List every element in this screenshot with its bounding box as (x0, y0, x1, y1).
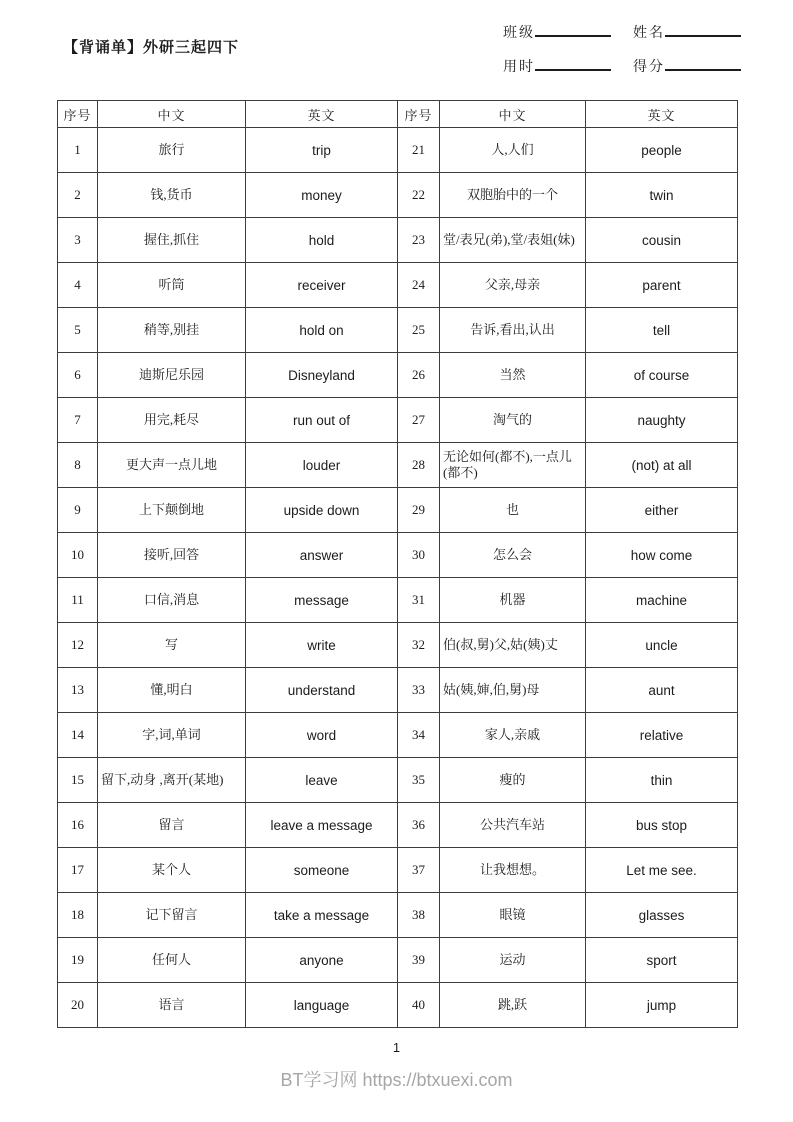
table-cell-number: 24 (398, 263, 440, 308)
field-class-label: 班级 (503, 26, 535, 41)
table-cell-chinese: 公共汽车站 (440, 803, 586, 848)
table-cell-english: how come (586, 533, 738, 578)
table-cell-english: leave (246, 758, 398, 803)
table-cell-number: 28 (398, 443, 440, 488)
table-cell-chinese: 写 (98, 623, 246, 668)
table-cell-number: 32 (398, 623, 440, 668)
table-cell-english: run out of (246, 398, 398, 443)
table-cell-chinese: 旅行 (98, 128, 246, 173)
table-cell-english: thin (586, 758, 738, 803)
table-cell-number: 1 (58, 128, 98, 173)
column-header-cn: 中文 (98, 101, 246, 128)
table-row (58, 893, 738, 938)
column-header-no: 序号 (58, 101, 98, 128)
table-row (58, 128, 738, 173)
table-row (58, 398, 738, 443)
table-cell-number: 17 (58, 848, 98, 893)
field-score (633, 56, 741, 76)
column-header-cn: 中文 (440, 101, 586, 128)
info-fields (503, 22, 741, 76)
table-cell-number: 40 (398, 983, 440, 1028)
table-cell-number: 21 (398, 128, 440, 173)
table-cell-english: answer (246, 533, 398, 578)
table-cell-english: machine (586, 578, 738, 623)
table-row (58, 668, 738, 713)
table-cell-chinese: 记下留言 (98, 893, 246, 938)
table-cell-number: 25 (398, 308, 440, 353)
table-cell-number: 2 (58, 173, 98, 218)
table-row (58, 353, 738, 398)
table-cell-chinese: 瘦的 (440, 758, 586, 803)
table-cell-number: 13 (58, 668, 98, 713)
table-cell-number: 37 (398, 848, 440, 893)
table-cell-chinese: 听筒 (98, 263, 246, 308)
table-cell-chinese: 口信,消息 (98, 578, 246, 623)
table-cell-chinese: 双胞胎中的一个 (440, 173, 586, 218)
table-cell-chinese: 钱,货币 (98, 173, 246, 218)
table-row (58, 443, 738, 488)
field-name-label: 姓名 (633, 26, 665, 41)
table-cell-number: 9 (58, 488, 98, 533)
table-cell-english: someone (246, 848, 398, 893)
table-cell-chinese: 懂,明白 (98, 668, 246, 713)
table-row (58, 578, 738, 623)
table-cell-number: 3 (58, 218, 98, 263)
table-cell-english: either (586, 488, 738, 533)
table-cell-english: sport (586, 938, 738, 983)
table-cell-chinese: 迪斯尼乐园 (98, 353, 246, 398)
table-cell-chinese: 怎么会 (440, 533, 586, 578)
table-cell-english: uncle (586, 623, 738, 668)
table-cell-english: parent (586, 263, 738, 308)
table-row (58, 623, 738, 668)
table-cell-number: 5 (58, 308, 98, 353)
table-cell-chinese: 机器 (440, 578, 586, 623)
table-cell-chinese: 无论如何(都不),一点儿(都不) (440, 443, 586, 488)
watermark-link[interactable]: BT学习网 https://btxuexi.com (280, 1070, 513, 1090)
column-header-en: 英文 (586, 101, 738, 128)
table-cell-english: twin (586, 173, 738, 218)
table-cell-number: 34 (398, 713, 440, 758)
table-cell-number: 11 (58, 578, 98, 623)
table-cell-number: 23 (398, 218, 440, 263)
table-cell-english: hold (246, 218, 398, 263)
table-cell-number: 4 (58, 263, 98, 308)
table-cell-chinese: 握住,抓住 (98, 218, 246, 263)
table-cell-number: 31 (398, 578, 440, 623)
table-cell-number: 27 (398, 398, 440, 443)
table-cell-chinese: 淘气的 (440, 398, 586, 443)
table-cell-english: aunt (586, 668, 738, 713)
table-cell-chinese: 父亲,母亲 (440, 263, 586, 308)
table-row (58, 308, 738, 353)
table-cell-number: 18 (58, 893, 98, 938)
table-cell-number: 6 (58, 353, 98, 398)
table-cell-chinese: 字,词,单词 (98, 713, 246, 758)
table-cell-number: 15 (58, 758, 98, 803)
table-cell-english: receiver (246, 263, 398, 308)
table-cell-english: people (586, 128, 738, 173)
table-cell-number: 38 (398, 893, 440, 938)
table-cell-english: trip (246, 128, 398, 173)
vocabulary-table (57, 100, 738, 1028)
table-cell-english: hold on (246, 308, 398, 353)
table-cell-english: naughty (586, 398, 738, 443)
table-cell-english: upside down (246, 488, 398, 533)
table-cell-chinese: 家人,亲戚 (440, 713, 586, 758)
table-cell-chinese: 语言 (98, 983, 246, 1028)
table-cell-english: language (246, 983, 398, 1028)
table-cell-chinese: 用完,耗尽 (98, 398, 246, 443)
table-cell-number: 20 (58, 983, 98, 1028)
table-cell-chinese: 让我想想。 (440, 848, 586, 893)
table-cell-chinese: 伯(叔,舅)父,姑(姨)丈 (440, 623, 586, 668)
table-cell-english: leave a message (246, 803, 398, 848)
blank-line (535, 56, 611, 71)
field-time-label: 用时 (503, 60, 535, 75)
table-cell-chinese: 某个人 (98, 848, 246, 893)
table-cell-english: write (246, 623, 398, 668)
table-cell-chinese: 告诉,看出,认出 (440, 308, 586, 353)
table-cell-english: jump (586, 983, 738, 1028)
table-row (58, 218, 738, 263)
field-class (503, 22, 611, 42)
table-cell-english: word (246, 713, 398, 758)
table-cell-chinese: 当然 (440, 353, 586, 398)
table-cell-number: 29 (398, 488, 440, 533)
table-cell-english: bus stop (586, 803, 738, 848)
page-number: 1 (392, 1040, 401, 1055)
table-cell-number: 36 (398, 803, 440, 848)
table-cell-number: 12 (58, 623, 98, 668)
table-cell-english: Let me see. (586, 848, 738, 893)
table-cell-number: 22 (398, 173, 440, 218)
column-header-en: 英文 (246, 101, 398, 128)
table-cell-chinese: 姑(姨,婶,伯,舅)母 (440, 668, 586, 713)
column-header-no: 序号 (398, 101, 440, 128)
table-cell-chinese: 上下颠倒地 (98, 488, 246, 533)
table-row (58, 173, 738, 218)
table-row (58, 713, 738, 758)
table-cell-english: of course (586, 353, 738, 398)
table-cell-english: money (246, 173, 398, 218)
table-cell-chinese: 留下,动身 ,离开(某地) (98, 758, 246, 803)
table-cell-chinese: 运动 (440, 938, 586, 983)
table-row (58, 533, 738, 578)
table-header-row (58, 101, 738, 128)
table-cell-english: glasses (586, 893, 738, 938)
table-cell-english: relative (586, 713, 738, 758)
table-cell-chinese: 堂/表兄(弟),堂/表姐(妹) (440, 218, 586, 263)
table-cell-chinese: 留言 (98, 803, 246, 848)
table-cell-chinese: 任何人 (98, 938, 246, 983)
table-cell-chinese: 接听,回答 (98, 533, 246, 578)
table-cell-chinese: 跳,跃 (440, 983, 586, 1028)
table-cell-number: 30 (398, 533, 440, 578)
table-cell-number: 7 (58, 398, 98, 443)
table-cell-number: 14 (58, 713, 98, 758)
table-cell-chinese: 稍等,别挂 (98, 308, 246, 353)
table-cell-chinese: 人,人们 (440, 128, 586, 173)
table-cell-chinese: 眼镜 (440, 893, 586, 938)
page-title: 【背诵单】外研三起四下 (63, 40, 240, 56)
table-row (58, 803, 738, 848)
table-cell-english: tell (586, 308, 738, 353)
table-row (58, 758, 738, 803)
table-cell-number: 16 (58, 803, 98, 848)
table-row (58, 983, 738, 1028)
document-header (63, 22, 741, 76)
blank-line (665, 56, 741, 71)
table-cell-number: 10 (58, 533, 98, 578)
field-time (503, 56, 611, 76)
field-name (633, 22, 741, 42)
blank-line (665, 22, 741, 37)
table-cell-english: louder (246, 443, 398, 488)
table-row (58, 263, 738, 308)
field-score-label: 得分 (633, 60, 665, 75)
table-cell-english: Disneyland (246, 353, 398, 398)
blank-line (535, 22, 611, 37)
table-cell-number: 35 (398, 758, 440, 803)
table-cell-english: anyone (246, 938, 398, 983)
table-cell-number: 33 (398, 668, 440, 713)
table-cell-english: (not) at all (586, 443, 738, 488)
table-row (58, 848, 738, 893)
table-cell-number: 39 (398, 938, 440, 983)
table-cell-english: cousin (586, 218, 738, 263)
table-cell-chinese: 更大声一点儿地 (98, 443, 246, 488)
table-row (58, 488, 738, 533)
table-cell-number: 8 (58, 443, 98, 488)
table-cell-english: take a message (246, 893, 398, 938)
table-cell-number: 26 (398, 353, 440, 398)
table-cell-english: understand (246, 668, 398, 713)
table-cell-number: 19 (58, 938, 98, 983)
table-cell-english: message (246, 578, 398, 623)
table-cell-chinese: 也 (440, 488, 586, 533)
table-row (58, 938, 738, 983)
